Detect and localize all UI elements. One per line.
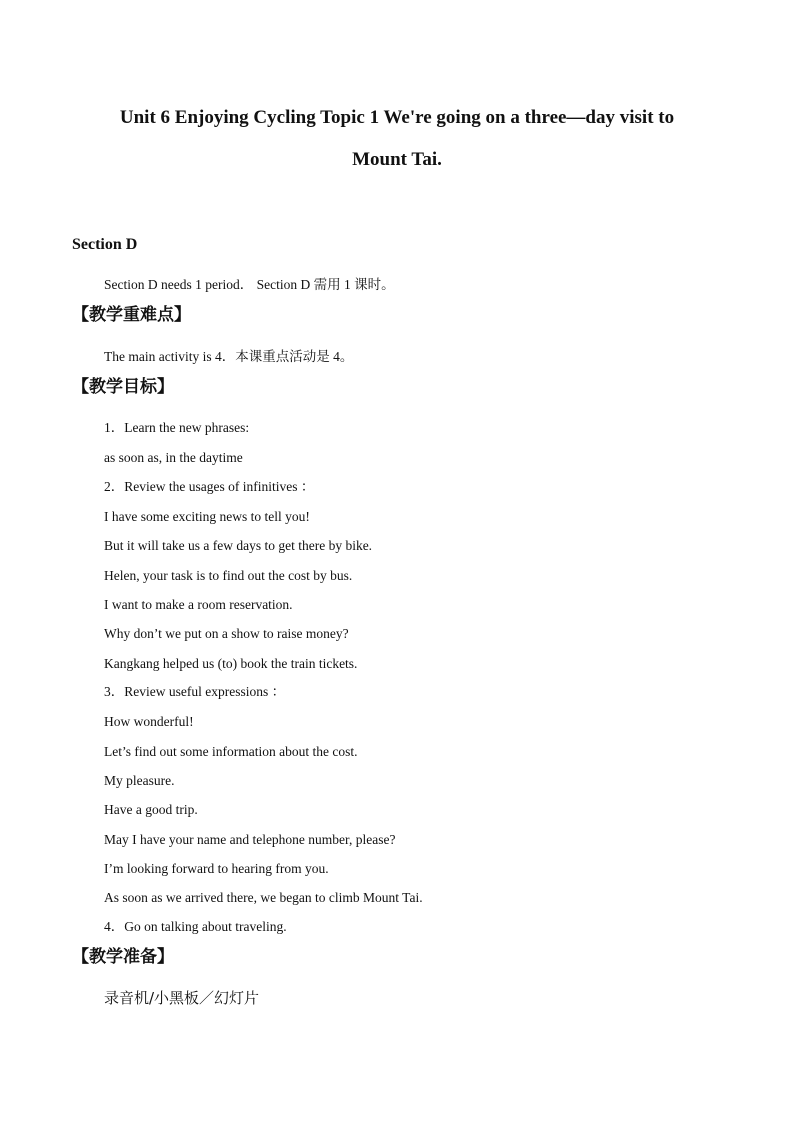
document-title-line-2: Mount Tai. [352,149,442,170]
objective-line: 4．Go on talking about traveling. [104,919,287,934]
document-title-line-1: Unit 6 Enjoying Cycling Topic 1 We're going on a three—day visit to [119,107,675,128]
key-points-text: The main activity is 4．本课重点活动是 4。 [104,349,354,364]
period-note: Section D needs 1 period． Section D 需用 1 课时。 [104,277,395,292]
objective-line: But it will take us a few days to get there by bike. [104,538,373,553]
objective-line: I have some exciting news to tell you! [104,509,310,524]
objectives-heading: 【教学目标】 [72,377,174,397]
preparation-heading: 【教学准备】 [72,947,174,967]
objective-line: Why don’t we put on a show to raise money? [104,626,349,641]
objective-line: How wonderful! [104,714,194,729]
key-points-heading: 【教学重难点】 [72,305,191,325]
preparation-text: 录音机/小黑板／幻灯片 [104,989,260,1007]
objective-line: 1．Learn the new phrases: [104,420,250,435]
objective-line: As soon as we arrived there, we began to climb Mount Tai. [104,890,423,905]
objective-line: I’m looking forward to hearing from you. [104,861,329,876]
objective-line: Kangkang helped us (to) book the train tickets. [104,656,358,671]
objective-line: as soon as, in the daytime [104,450,243,465]
objective-line: Have a good trip. [104,802,198,817]
objective-line: My pleasure. [104,773,175,788]
objective-line: Let’s find out some information about the cost. [104,744,358,759]
objective-line: 3．Review useful expressions ： [104,684,286,699]
section-heading: Section D [72,236,138,253]
objective-line: I want to make a room reservation. [104,597,293,612]
objective-line: May I have your name and telephone number, please? [104,832,396,847]
objective-line: Helen, your task is to find out the cost by bus. [104,568,353,583]
objective-line: 2．Review the usages of infinitives ： [104,479,315,494]
